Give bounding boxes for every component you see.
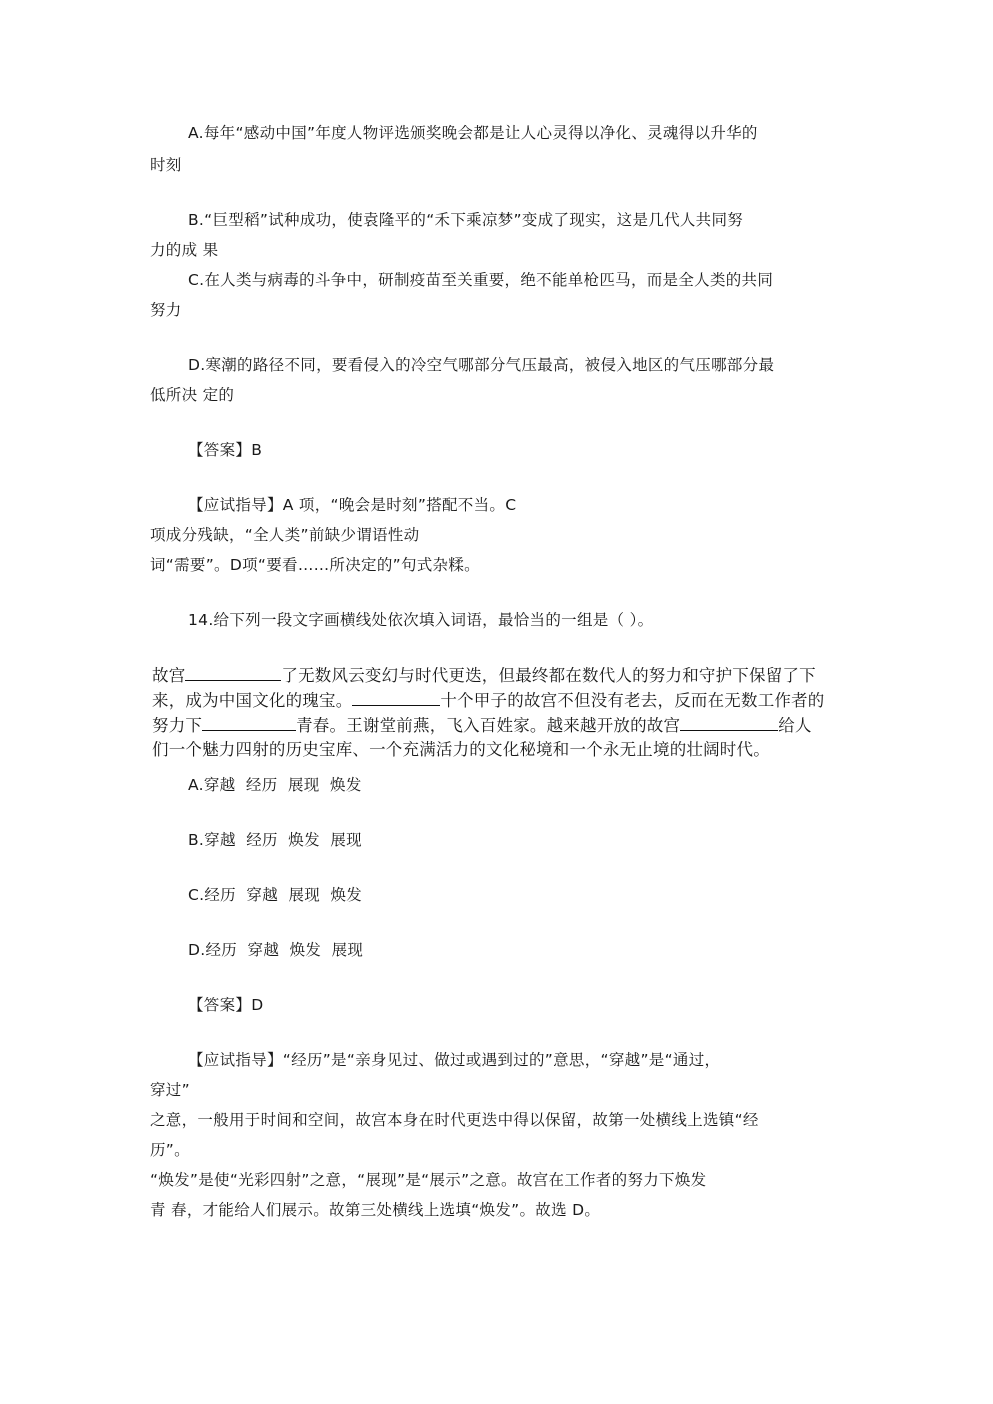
q13-guide-line1: 【应试指导】A 项，“晚会是时刻”搭配不当。C	[188, 496, 517, 514]
q14-option-c: C.经历 穿越 展现 焕发	[188, 886, 363, 904]
q14-guide-line5: “焕发”是使“光彩四射”之意，“展现”是“展示”之意。故宫在工作者的努力下焕发	[150, 1171, 707, 1189]
q14-answer: 【答案】D	[188, 996, 264, 1014]
option-b-line1: B.“巨型稻”试种成功，使袁隆平的“禾下乘凉梦”变成了现实，这是几代人共同努	[188, 211, 744, 229]
option-c-line1: C.在人类与病毒的斗争中，研制疫苗至关重要，绝不能单枪匹马，而是全人类的共同	[188, 271, 774, 289]
q14-guide-line1: 【应试指导】“经历”是“亲身见过、做过或遇到过的”意思，“穿越”是“通过，	[188, 1051, 721, 1069]
option-d-line1: D.寒潮的路径不同，要看侵入的冷空气哪部分气压最高，被侵入地区的气压哪部分最	[188, 356, 775, 374]
q14-guide-line3: 之意，一般用于时间和空间，故宫本身在时代更迭中得以保留，故第一处横线上选镇“经	[150, 1111, 759, 1129]
q14-option-b: B.穿越 经历 焕发 展现	[188, 831, 362, 849]
q14-guide-line4: 历”。	[150, 1141, 190, 1159]
passage-text: 了无数风云变幻与时代更迭，但最终都在数代人的努力和守护下保留了下	[281, 666, 816, 685]
option-d-line2: 低所决 定的	[150, 386, 235, 404]
fill-blank-2	[352, 689, 440, 706]
passage-text: 故宫	[152, 666, 186, 685]
passage-line1	[152, 664, 816, 686]
fill-blank-4	[680, 714, 778, 731]
q13-answer: 【答案】B	[188, 441, 263, 459]
option-a-line1: A.每年“感动中国”年度人物评选颁奖晚会都是让人心灵得以净化、灵魂得以升华的	[188, 124, 758, 142]
option-c-line2: 努力	[150, 301, 182, 319]
passage-text: 给人	[778, 716, 812, 735]
option-b-line2: 力的成 果	[150, 241, 219, 259]
passage-text: 青春。王谢堂前燕，飞入百姓家。越来越开放的故宫	[296, 716, 681, 735]
q14-option-a: A.穿越 经历 展现 焕发	[188, 776, 362, 794]
passage-line3	[152, 714, 812, 736]
q13-guide-line3: 词“需要”。D项“要看……所决定的”句式杂糅。	[150, 556, 480, 574]
fill-blank-3	[202, 714, 296, 731]
passage-line2	[152, 689, 825, 711]
fill-blank-1	[185, 664, 281, 681]
passage-text: 十个甲子的故宫不但没有老去，反而在无数工作者的	[440, 691, 825, 710]
q14-guide-line6: 青 春，才能给人们展示。故第三处横线上选填“焕发”。故选 D。	[150, 1201, 601, 1219]
passage-line4: 们一个魅力四射的历史宝库、一个充满活力的文化秘境和一个永无止境的壮阔时代。	[152, 740, 770, 759]
q14-option-d: D.经历 穿越 焕发 展现	[188, 941, 364, 959]
q14-question: 14.给下列一段文字画横线处依次填入词语，最恰当的一组是（ ）。	[188, 611, 654, 629]
passage-text: 努力下	[152, 716, 203, 735]
q13-guide-line2: 项成分残缺，“全人类”前缺少谓语性动	[150, 526, 420, 544]
passage-text: 来，成为中国文化的瑰宝。	[152, 691, 353, 710]
q14-guide-line2: 穿过”	[150, 1081, 190, 1099]
option-a-line2: 时刻	[150, 156, 182, 174]
